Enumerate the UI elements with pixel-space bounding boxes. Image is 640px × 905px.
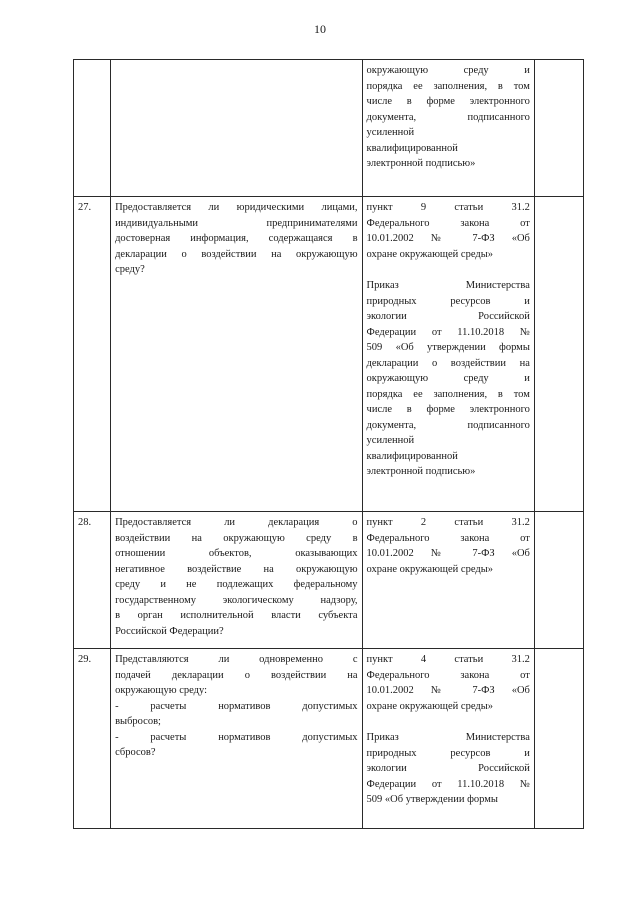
text-line: декларации о воздействии на xyxy=(366,357,530,369)
text-line: 509 «Об утверждении формы xyxy=(366,342,530,353)
text-line: государственному экологическому надзору, xyxy=(115,594,358,606)
legal-reference-cell xyxy=(362,649,534,829)
answer-cell[interactable] xyxy=(534,649,583,829)
text-line: пункт 9 статьи 31.2 xyxy=(366,202,530,213)
text-line: негативное воздействие на окружающую xyxy=(115,563,358,575)
text-line: природных ресурсов и xyxy=(366,747,530,759)
legal-reference-paragraph xyxy=(367,278,530,480)
text-line: сбросов? xyxy=(115,747,156,758)
answer-cell[interactable] xyxy=(534,60,583,197)
legal-reference-cell xyxy=(362,512,534,649)
page-number: 10 xyxy=(314,22,326,36)
text-line: выбросов; xyxy=(115,716,161,727)
text-line: Предоставляется ли декларация о xyxy=(115,517,358,528)
text-line: электронной подписью» xyxy=(366,466,476,477)
text-line: индивидуальными предпринимателями xyxy=(115,217,358,229)
table-row xyxy=(74,649,584,829)
text-line: Федерации от 11.10.2018 № xyxy=(366,326,530,338)
text-line: усиленной xyxy=(366,435,415,446)
text-line: окружающую среду и xyxy=(366,65,530,76)
text-line: - расчеты нормативов допустимых xyxy=(115,700,358,712)
answer-cell[interactable] xyxy=(534,197,583,512)
text-line: документа, подписанного xyxy=(366,419,530,431)
text-line: 10.01.2002 № 7-ФЗ «Об xyxy=(366,685,530,696)
text-line: подачей декларации о воздействии на xyxy=(115,669,358,681)
text-line: Федерального закона от xyxy=(366,669,530,681)
legal-reference-paragraph xyxy=(367,63,530,172)
text-line: охране окружающей среды» xyxy=(366,700,494,712)
text-line: окружающую среду и xyxy=(366,373,530,384)
text-line: порядка ее заполнения, в том xyxy=(366,388,530,400)
question-cell xyxy=(111,512,362,649)
text-line: экологии Российской xyxy=(366,763,530,774)
text-line: природных ресурсов и xyxy=(366,295,530,307)
text-line: электронной подписью» xyxy=(366,158,476,169)
text-line: пункт 2 статьи 31.2 xyxy=(366,517,530,528)
text-line: квалифицированной xyxy=(366,450,458,462)
table-row xyxy=(74,197,584,512)
question-cell xyxy=(111,649,362,829)
text-line: отношении объектов, оказывающих xyxy=(115,548,358,559)
text-line: Федерального закона от xyxy=(366,532,530,544)
text-line: 10.01.2002 № 7-ФЗ «Об xyxy=(366,548,530,559)
text-line: декларации о воздействии на окружающую xyxy=(115,248,358,260)
text-line: Федерации от 11.10.2018 № xyxy=(366,778,530,790)
row-number-cell: 28. xyxy=(74,512,111,649)
text-line: 509 «Об утверждении формы xyxy=(366,794,498,805)
question-cell xyxy=(111,197,362,512)
question-cell xyxy=(111,60,362,197)
text-line: документа, подписанного xyxy=(366,111,530,123)
text-line: Предоставляется ли юридическими лицами, xyxy=(115,202,358,213)
text-line: среду? xyxy=(115,264,145,275)
table-row xyxy=(74,512,584,649)
text-line: - расчеты нормативов допустимых xyxy=(115,731,358,743)
text-line: среду и не подлежащих федеральному xyxy=(115,579,358,590)
legal-reference-paragraph xyxy=(367,515,530,577)
text-line: Российской Федерации? xyxy=(115,625,224,637)
text-line: экологии Российской xyxy=(366,311,530,322)
table-row xyxy=(74,60,584,197)
text-line: охране окружающей среды» xyxy=(366,563,494,575)
text-line: числе в форме электронного xyxy=(366,404,530,415)
row-number-cell xyxy=(74,60,111,197)
text-line: воздействии на окружающую среду в xyxy=(115,532,358,544)
text-line: окружающую среду: xyxy=(115,685,208,696)
checklist-table xyxy=(73,59,584,829)
text-line: Приказ Министерства xyxy=(366,280,530,291)
text-line: пункт 4 статьи 31.2 xyxy=(366,654,530,665)
legal-reference-paragraph xyxy=(367,200,530,262)
row-number-cell: 29. xyxy=(74,649,111,829)
text-line: Представляются ли одновременно с xyxy=(115,654,358,665)
text-line: в орган исполнительной власти субъекта xyxy=(115,610,358,621)
legal-reference-paragraph xyxy=(367,652,530,714)
legal-reference-cell xyxy=(362,197,534,512)
legal-reference-cell xyxy=(362,60,534,197)
legal-reference-paragraph xyxy=(367,730,530,808)
answer-cell[interactable] xyxy=(534,512,583,649)
text-line: квалифицированной xyxy=(366,142,458,154)
text-line: охране окружающей среды» xyxy=(366,248,494,260)
text-line: 10.01.2002 № 7-ФЗ «Об xyxy=(366,233,530,244)
text-line: числе в форме электронного xyxy=(366,96,530,107)
text-line: Федерального закона от xyxy=(366,217,530,229)
text-line: достоверная информация, содержащаяся в xyxy=(115,233,358,244)
row-number-cell: 27. xyxy=(74,197,111,512)
text-line: усиленной xyxy=(366,127,415,138)
text-line: порядка ее заполнения, в том xyxy=(366,80,530,92)
text-line: Приказ Министерства xyxy=(366,732,530,743)
